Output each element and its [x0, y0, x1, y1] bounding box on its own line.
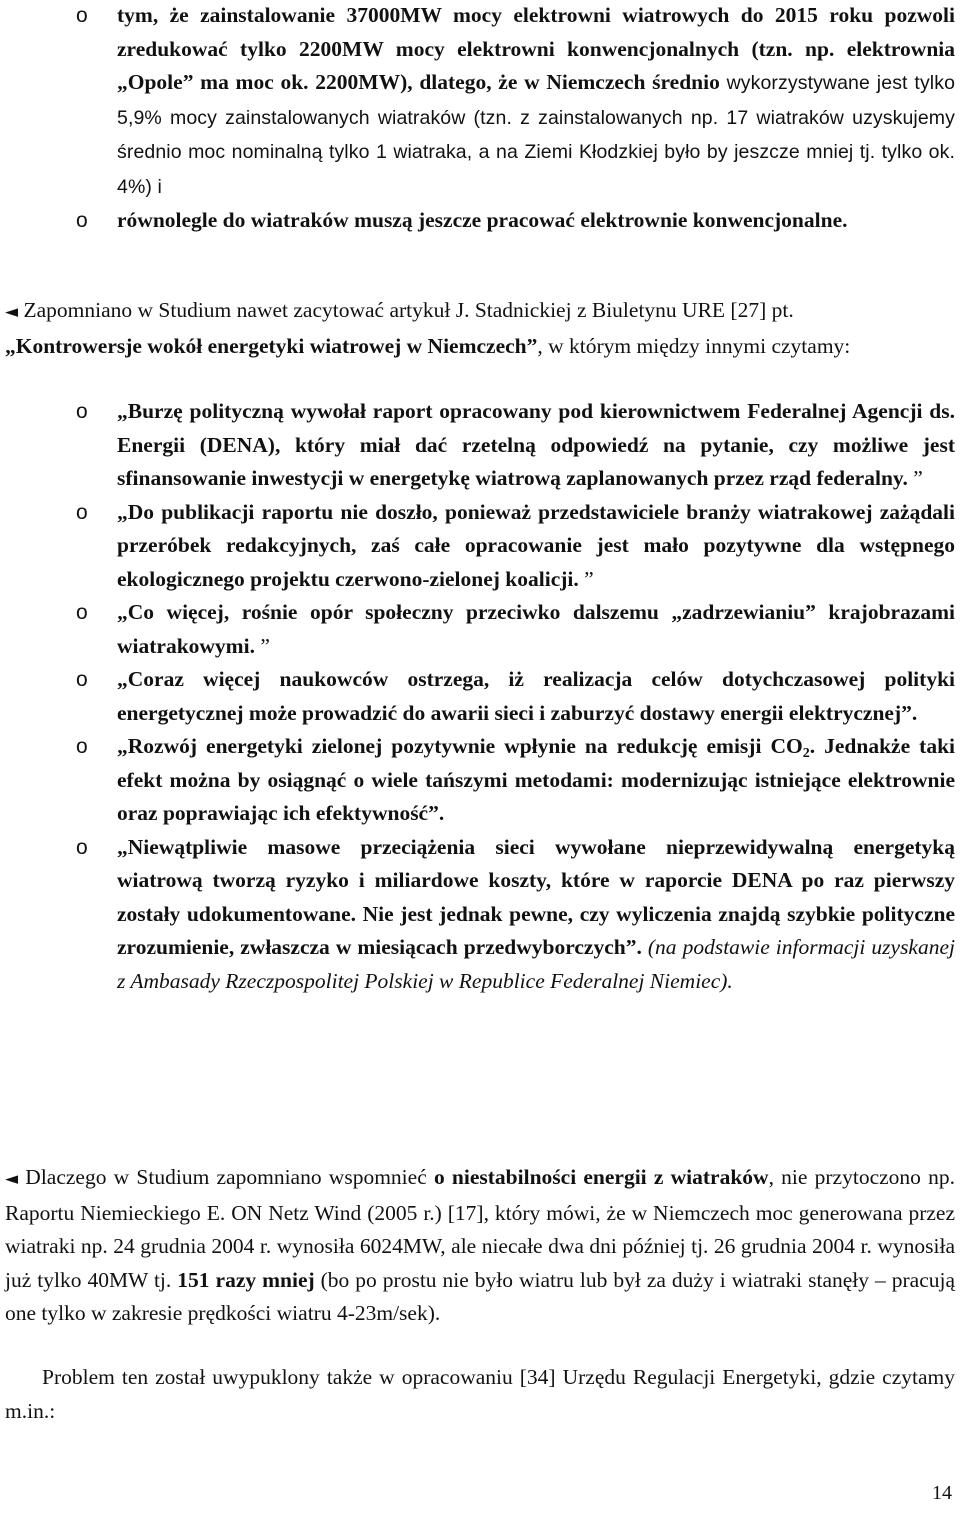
- intro-tail: , w którym między innymi czytamy:: [537, 333, 851, 358]
- left-arrow-icon: ◄: [5, 302, 19, 322]
- bullet-glyph: o: [76, 209, 88, 232]
- list-item: [0, 663, 960, 730]
- quote-close: ”: [578, 566, 594, 591]
- subscript: 2: [802, 746, 810, 761]
- quote-text: „Coraz więcej naukowców ostrzega, iż realizacja celów dotychczasowej polityki energetycznej może prowadzić do awarii sieci i zaburzyć dostawy energii elektrycznej”.: [117, 667, 955, 725]
- list-item: [0, 596, 960, 663]
- quote-text: „Rozwój energetyki zielonej pozytywnie wpłynie na redukcję emisji CO: [117, 734, 803, 758]
- section-paragraph: [5, 1161, 955, 1331]
- list-item-bold-text: równolegle do wiatraków muszą jeszcze pracować elektrownie konwencjonalne.: [117, 208, 848, 232]
- paragraph-bold: o niestabilności energii z wiatraków: [433, 1165, 769, 1189]
- bullet-glyph: o: [76, 735, 88, 758]
- list-item: [0, 0, 960, 204]
- bullet-glyph: o: [76, 668, 88, 691]
- left-arrow-icon: ◄: [5, 1169, 19, 1189]
- list-item: [0, 204, 960, 238]
- quote-text: „Burzę polityczną wywołał raport opracowany pod kierownictwem Federalnej Agencji ds. Energii (DENA), który miał dać rzetelną odpowiedź na pytanie, czy możliwe jest sfinansowanie inwestycji w energetykę wiatrową zaplanowanych przez rząd federalny.: [117, 399, 955, 490]
- paragraph-text: , nie przytoczono np. Raportu Niemieckiego E. ON Netz Wind (2005 r.) [17], który mówi, że w Niemczech moc generowana przez wiatraki np. 24 grudnia 2004 r. wynosiła 6024MW, ale niecałe dwa dni później tj. 26 grudnia 2004 r. wynosiła już tylko 40MW tj.: [5, 1165, 956, 1292]
- list-item: [0, 831, 960, 999]
- list-item: [0, 496, 960, 597]
- list-item: [0, 395, 960, 496]
- list-item: [0, 730, 960, 831]
- quote-source: (na podstawie informacji uzyskanej z Ambasady Rzeczpospolitej Polskiej w Republice Federalnej Niemiec).: [117, 935, 955, 993]
- section-paragraph: [5, 1361, 955, 1428]
- list-item-sans-text: wykorzystywane jest tylko 5,9% mocy zainstalowanych wiatraków (tzn. z zainstalowanych np. 17 wiatraków uzyskujemy średnio moc nominalną tylko 1 wiatraka, a na Ziemi Kłodzkiej było by jeszcze mniej tj. tylko ok. 4%) i: [117, 72, 956, 198]
- paragraph-bold: 151 razy mniej: [177, 1267, 315, 1292]
- quotes-bullet-list: [0, 395, 960, 998]
- paragraph-text: (bo po prostu nie było wiatru lub był za duży i wiatraki stanęły – pracują one tylko w zakresie prędkości wiatru 4-23m/sek).: [5, 1267, 955, 1325]
- quote-text: „Do publikacji raportu nie doszło, ponieważ przedstawiciele branży wiatrakowej zażądali przeróbek redakcyjnych, zaś całe opracowanie jest mało pozytywne dla wstępnego ekologicznego projektu czerwono-zielonej koalicji.: [117, 499, 955, 591]
- section-intro-paragraph: [5, 294, 955, 363]
- bullet-glyph: o: [76, 835, 88, 859]
- quote-close: ”: [907, 466, 923, 490]
- quote-text: „Niewątpliwie masowe przeciążenia sieci wywołane nieprzewidywalną energetyką wiatrową tworzą ryzyko i miliardowe koszty, które w raporcie DENA po raz pierwszy zostały udokumentowane. Nie jest jednak pewne, czy wyliczenia znajdą szybkie polityczne zrozumienie, zwłaszcza w miesiącach przedwyborczych”.: [117, 834, 955, 959]
- article-title: „Kontrowersje wokół energetyki wiatrowej w Niemczech”: [5, 333, 538, 358]
- bullet-glyph: o: [76, 4, 88, 27]
- quote-close: ”: [254, 633, 270, 658]
- bullet-glyph: o: [76, 601, 88, 624]
- bullet-glyph: o: [76, 400, 88, 423]
- paragraph-text: Problem ten został uwypuklony także w opracowaniu [34] Urzędu Regulacji Energetyki, gdzie czytamy m.in.:: [5, 1365, 955, 1423]
- page-number: 14: [932, 1482, 952, 1504]
- intro-line: Zapomniano w Studium nawet zacytować artykuł J. Stadnickiej z Biuletynu URE [27] pt.: [23, 298, 794, 322]
- bullet-glyph: o: [76, 500, 88, 524]
- top-bullet-list: [0, 0, 960, 238]
- quote-text: . Jednakże taki efekt można by osiągnąć o wiele tańszymi metodami: modernizując istniejące elektrownie oraz poprawiając ich efektywność”.: [117, 734, 955, 825]
- list-item-bold-text: tym, że zainstalowanie 37000MW mocy elektrowni wiatrowych do 2015 roku pozwoli zredukować tylko 2200MW mocy elektrowni konwencjonalnych (tzn. np. elektrownia „Opole” ma moc ok. 2200MW), dlatego, że w Niemczech średnio: [117, 3, 955, 94]
- quote-text: „Co więcej, rośnie opór społeczny przeciwko dalszemu „zadrzewianiu” krajobrazami wiatrakowymi.: [117, 600, 955, 658]
- paragraph-text: Dlaczego w Studium zapomniano wspomnieć: [25, 1165, 434, 1189]
